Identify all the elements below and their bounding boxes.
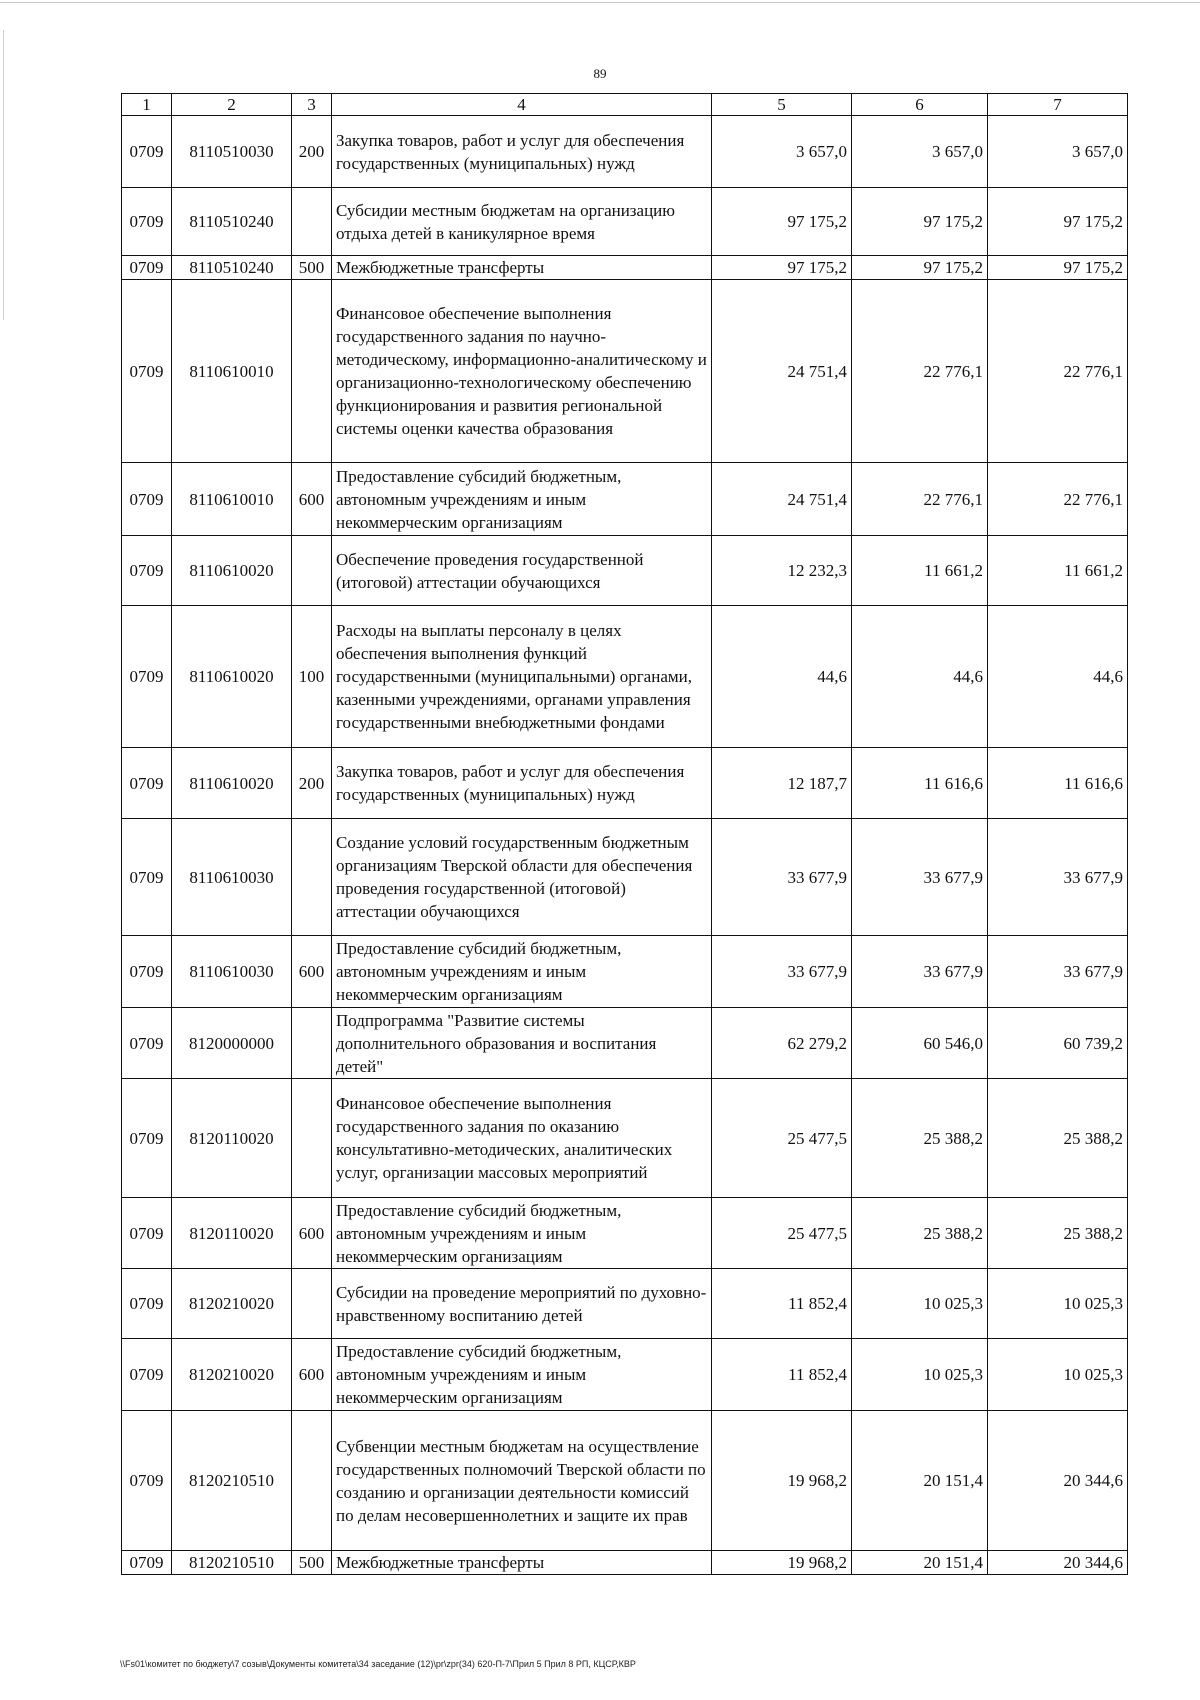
expense-type-cell: 100 (292, 606, 332, 748)
description-cell: Предоставление субсидий бюджетным, автономным учреждениям и иным некоммерческим организациям (332, 1339, 712, 1411)
target-article-cell: 8110510240 (172, 188, 292, 256)
expense-type-cell (292, 1269, 332, 1339)
column-header: 4 (332, 94, 712, 116)
target-article-cell: 8110510030 (172, 116, 292, 188)
scan-edge-line (0, 2, 1200, 3)
amount-cell: 20 151,4 (852, 1411, 988, 1551)
column-header: 3 (292, 94, 332, 116)
expense-type-cell: 500 (292, 256, 332, 280)
section-code-cell: 0709 (122, 1008, 172, 1079)
amount-cell: 11 852,4 (712, 1269, 852, 1339)
section-code-cell: 0709 (122, 116, 172, 188)
amount-cell: 97 175,2 (712, 256, 852, 280)
description-cell: Финансовое обеспечение выполнения государственного задания по оказанию консультативно-методических, аналитических услуг, организации массовых мероприятий (332, 1079, 712, 1198)
amount-cell: 10 025,3 (988, 1339, 1128, 1411)
amount-cell: 25 388,2 (988, 1198, 1128, 1269)
expense-type-cell: 600 (292, 1198, 332, 1269)
table-row (122, 1198, 1128, 1269)
expense-type-cell (292, 1008, 332, 1079)
table-row (122, 1008, 1128, 1079)
target-article-cell: 8110610030 (172, 936, 292, 1008)
expense-type-cell (292, 819, 332, 936)
section-code-cell: 0709 (122, 936, 172, 1008)
table-row (122, 256, 1128, 280)
expense-type-cell: 600 (292, 463, 332, 536)
amount-cell: 3 657,0 (712, 116, 852, 188)
expense-type-cell: 600 (292, 936, 332, 1008)
table-row (122, 606, 1128, 748)
table-row (122, 1079, 1128, 1198)
amount-cell: 24 751,4 (712, 463, 852, 536)
target-article-cell: 8120210510 (172, 1411, 292, 1551)
section-code-cell: 0709 (122, 606, 172, 748)
table-row (122, 280, 1128, 463)
section-code-cell: 0709 (122, 819, 172, 936)
target-article-cell: 8120210020 (172, 1269, 292, 1339)
target-article-cell: 8120110020 (172, 1079, 292, 1198)
target-article-cell: 8110610020 (172, 606, 292, 748)
amount-cell: 12 232,3 (712, 536, 852, 606)
amount-cell: 97 175,2 (712, 188, 852, 256)
expense-type-cell: 200 (292, 748, 332, 819)
section-code-cell: 0709 (122, 1198, 172, 1269)
amount-cell: 44,6 (852, 606, 988, 748)
amount-cell: 22 776,1 (852, 463, 988, 536)
amount-cell: 10 025,3 (988, 1269, 1128, 1339)
amount-cell: 25 477,5 (712, 1198, 852, 1269)
footer-file-path: \\Fs01\комитет по бюджету\7 созыв\Документы комитета\34 заседание (12)\pr\zpr(34) 620-П-7\Прил 5 Прил 8 РП, КЦСР,КВР (120, 1659, 636, 1669)
target-article-cell: 8120210510 (172, 1551, 292, 1575)
table-row (122, 1551, 1128, 1575)
column-header: 1 (122, 94, 172, 116)
table-row (122, 1269, 1128, 1339)
amount-cell: 10 025,3 (852, 1269, 988, 1339)
table-row (122, 536, 1128, 606)
amount-cell: 3 657,0 (852, 116, 988, 188)
amount-cell: 25 388,2 (852, 1079, 988, 1198)
amount-cell: 25 388,2 (988, 1079, 1128, 1198)
table-row (122, 116, 1128, 188)
amount-cell: 20 344,6 (988, 1551, 1128, 1575)
description-cell: Предоставление субсидий бюджетным, автономным учреждениям и иным некоммерческим организациям (332, 936, 712, 1008)
expense-type-cell (292, 536, 332, 606)
description-cell: Расходы на выплаты персоналу в целях обеспечения выполнения функций государственными (муниципальными) органами, казенными учреждениями, органами управления государственными внебюджетными фондами (332, 606, 712, 748)
description-cell: Создание условий государственным бюджетным организациям Тверской области для обеспечения проведения государственной (итоговой) аттестации обучающихся (332, 819, 712, 936)
table-row (122, 188, 1128, 256)
amount-cell: 97 175,2 (852, 188, 988, 256)
amount-cell: 33 677,9 (852, 819, 988, 936)
section-code-cell: 0709 (122, 536, 172, 606)
amount-cell: 11 661,2 (988, 536, 1128, 606)
description-cell: Предоставление субсидий бюджетным, автономным учреждениям и иным некоммерческим организациям (332, 1198, 712, 1269)
table-row (122, 1411, 1128, 1551)
section-code-cell: 0709 (122, 188, 172, 256)
amount-cell: 60 546,0 (852, 1008, 988, 1079)
description-cell: Субсидии на проведение мероприятий по духовно-нравственному воспитанию детей (332, 1269, 712, 1339)
amount-cell: 11 661,2 (852, 536, 988, 606)
section-code-cell: 0709 (122, 463, 172, 536)
amount-cell: 33 677,9 (852, 936, 988, 1008)
section-code-cell: 0709 (122, 256, 172, 280)
description-cell: Обеспечение проведения государственной (итоговой) аттестации обучающихся (332, 536, 712, 606)
amount-cell: 22 776,1 (852, 280, 988, 463)
amount-cell: 44,6 (712, 606, 852, 748)
section-code-cell: 0709 (122, 748, 172, 819)
target-article-cell: 8110510240 (172, 256, 292, 280)
budget-table (121, 93, 1128, 1575)
target-article-cell: 8110610020 (172, 748, 292, 819)
amount-cell: 11 616,6 (852, 748, 988, 819)
target-article-cell: 8110610010 (172, 280, 292, 463)
section-code-cell: 0709 (122, 1339, 172, 1411)
expense-type-cell (292, 280, 332, 463)
section-code-cell: 0709 (122, 1551, 172, 1575)
expense-type-cell: 500 (292, 1551, 332, 1575)
amount-cell: 3 657,0 (988, 116, 1128, 188)
target-article-cell: 8120110020 (172, 1198, 292, 1269)
description-cell: Субвенции местным бюджетам на осуществление государственных полномочий Тверской области по созданию и организации деятельности комиссий по делам несовершеннолетних и защите их прав (332, 1411, 712, 1551)
amount-cell: 22 776,1 (988, 280, 1128, 463)
description-cell: Межбюджетные трансферты (332, 256, 712, 280)
expense-type-cell: 200 (292, 116, 332, 188)
expense-type-cell: 600 (292, 1339, 332, 1411)
description-cell: Предоставление субсидий бюджетным, автономным учреждениям и иным некоммерческим организациям (332, 463, 712, 536)
expense-type-cell (292, 188, 332, 256)
amount-cell: 11 852,4 (712, 1339, 852, 1411)
amount-cell: 33 677,9 (712, 936, 852, 1008)
table-row (122, 819, 1128, 936)
amount-cell: 12 187,7 (712, 748, 852, 819)
column-header: 2 (172, 94, 292, 116)
table-row (122, 748, 1128, 819)
section-code-cell: 0709 (122, 1079, 172, 1198)
target-article-cell: 8120210020 (172, 1339, 292, 1411)
target-article-cell: 8110610010 (172, 463, 292, 536)
amount-cell: 44,6 (988, 606, 1128, 748)
amount-cell: 24 751,4 (712, 280, 852, 463)
amount-cell: 19 968,2 (712, 1551, 852, 1575)
section-code-cell: 0709 (122, 1411, 172, 1551)
description-cell: Подпрограмма "Развитие системы дополнительного образования и воспитания детей" (332, 1008, 712, 1079)
description-cell: Субсидии местным бюджетам на организацию отдыха детей в каникулярное время (332, 188, 712, 256)
column-header: 7 (988, 94, 1128, 116)
amount-cell: 33 677,9 (988, 819, 1128, 936)
amount-cell: 20 344,6 (988, 1411, 1128, 1551)
amount-cell: 25 477,5 (712, 1079, 852, 1198)
column-header: 5 (712, 94, 852, 116)
amount-cell: 97 175,2 (988, 188, 1128, 256)
amount-cell: 10 025,3 (852, 1339, 988, 1411)
amount-cell: 33 677,9 (712, 819, 852, 936)
target-article-cell: 8120000000 (172, 1008, 292, 1079)
description-cell: Межбюджетные трансферты (332, 1551, 712, 1575)
table-row (122, 1339, 1128, 1411)
table-row (122, 463, 1128, 536)
description-cell: Закупка товаров, работ и услуг для обеспечения государственных (муниципальных) нужд (332, 116, 712, 188)
description-cell: Закупка товаров, работ и услуг для обеспечения государственных (муниципальных) нужд (332, 748, 712, 819)
amount-cell: 62 279,2 (712, 1008, 852, 1079)
amount-cell: 60 739,2 (988, 1008, 1128, 1079)
amount-cell: 33 677,9 (988, 936, 1128, 1008)
table-header-row (122, 94, 1128, 116)
column-header: 6 (852, 94, 988, 116)
amount-cell: 97 175,2 (988, 256, 1128, 280)
amount-cell: 11 616,6 (988, 748, 1128, 819)
amount-cell: 25 388,2 (852, 1198, 988, 1269)
section-code-cell: 0709 (122, 1269, 172, 1339)
description-cell: Финансовое обеспечение выполнения государственного задания по научно-методическому, информационно-аналитическому и организационно-технологическому обеспечению функционирования и развития региональной системы оценки качества образования (332, 280, 712, 463)
page-number: 89 (593, 66, 607, 81)
amount-cell: 22 776,1 (988, 463, 1128, 536)
expense-type-cell (292, 1079, 332, 1198)
table-row (122, 936, 1128, 1008)
amount-cell: 97 175,2 (852, 256, 988, 280)
amount-cell: 19 968,2 (712, 1411, 852, 1551)
section-code-cell: 0709 (122, 280, 172, 463)
target-article-cell: 8110610020 (172, 536, 292, 606)
target-article-cell: 8110610030 (172, 819, 292, 936)
amount-cell: 20 151,4 (852, 1551, 988, 1575)
expense-type-cell (292, 1411, 332, 1551)
